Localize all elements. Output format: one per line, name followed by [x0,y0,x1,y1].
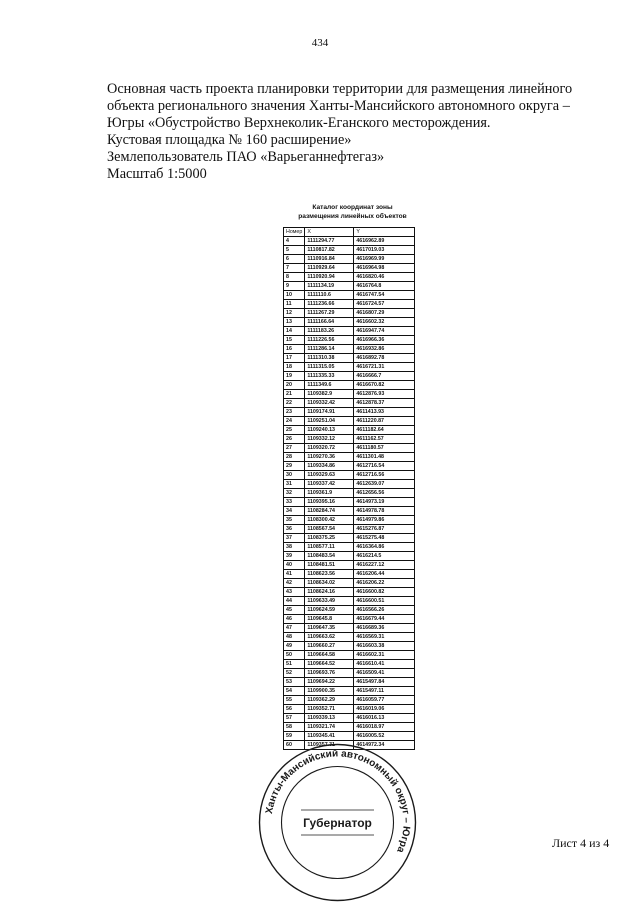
cell-x: 1108375.25 [305,534,354,543]
document-heading [107,81,587,183]
cell-x: 1110916.84 [305,255,354,264]
cell-number: 52 [284,669,305,678]
cell-x: 1109900.35 [305,687,354,696]
cell-y: 4616206.44 [354,570,415,579]
table-row [284,417,415,426]
cell-y: 4616018.97 [354,723,415,732]
heading-line: Масштаб 1:5000 [107,166,207,182]
table-row [284,516,415,525]
cell-y: 4616764.8 [354,282,415,291]
table-row [284,498,415,507]
cell-number: 25 [284,426,305,435]
table-row [284,651,415,660]
cell-number: 56 [284,705,305,714]
table-row [284,246,415,255]
cell-x: 1108481.51 [305,561,354,570]
cell-y: 4616962.89 [354,237,415,246]
table-header-row [284,228,415,237]
official-seal [255,740,420,905]
cell-x: 1109693.76 [305,669,354,678]
heading-line: Югры «Обустройство Верхнеколик-Еганского месторождения. [107,115,491,131]
cell-y: 4617019.03 [354,246,415,255]
cell-x: 1108483.54 [305,552,354,561]
cell-y: 4612639.07 [354,480,415,489]
table-row [284,345,415,354]
table-row [284,264,415,273]
cell-number: 53 [284,678,305,687]
cell-y: 4611162.57 [354,435,415,444]
table-row [284,291,415,300]
table-row [284,714,415,723]
table-row [284,426,415,435]
cell-x: 1108284.74 [305,507,354,516]
cell-y: 4611180.57 [354,444,415,453]
cell-number: 43 [284,588,305,597]
cell-x: 1111315.05 [305,363,354,372]
table-row [284,543,415,552]
cell-y: 4616932.86 [354,345,415,354]
cell-number: 50 [284,651,305,660]
table-row [284,354,415,363]
cell-y: 4616666.7 [354,372,415,381]
cell-y: 4616969.99 [354,255,415,264]
cell-number: 44 [284,597,305,606]
cell-number: 16 [284,345,305,354]
cell-number: 20 [284,381,305,390]
cell-x: 1109320.72 [305,444,354,453]
cell-number: 58 [284,723,305,732]
cell-number: 60 [284,741,305,750]
cell-number: 22 [284,399,305,408]
table-row [284,669,415,678]
cell-x: 1109339.13 [305,714,354,723]
cell-y: 4616059.77 [354,696,415,705]
cell-number: 32 [284,489,305,498]
cell-x: 1108624.16 [305,588,354,597]
cell-y: 4612716.56 [354,471,415,480]
table-row [284,489,415,498]
cell-number: 37 [284,534,305,543]
table-row [284,534,415,543]
table-row [284,696,415,705]
table-row [284,561,415,570]
cell-x: 1109362.29 [305,696,354,705]
table-row [284,444,415,453]
table-row [284,435,415,444]
cell-y: 4614972.34 [354,741,415,750]
table-row [284,318,415,327]
cell-x: 1111286.14 [305,345,354,354]
table-row [284,309,415,318]
table-row [284,471,415,480]
cell-y: 4616610.41 [354,660,415,669]
cell-number: 14 [284,327,305,336]
cell-y: 4616364.86 [354,543,415,552]
cell-x: 1109334.86 [305,462,354,471]
cell-number: 15 [284,336,305,345]
table-row [284,255,415,264]
cell-y: 4611220.87 [354,417,415,426]
table-row [284,723,415,732]
cell-number: 35 [284,516,305,525]
cell-x: 1111310.38 [305,354,354,363]
cell-x: 1110817.82 [305,246,354,255]
cell-number: 7 [284,264,305,273]
cell-number: 42 [284,579,305,588]
table-row [284,372,415,381]
cell-x: 1109270.36 [305,453,354,462]
sheet-label: Лист 4 из 4 [552,836,610,850]
cell-y: 4611182.64 [354,426,415,435]
cell-x: 1109337.42 [305,480,354,489]
cell-y: 4616566.26 [354,606,415,615]
cell-x: 1110920.94 [305,273,354,282]
cell-x: 1111183.26 [305,327,354,336]
cell-y: 4616892.78 [354,354,415,363]
cell-number: 28 [284,453,305,462]
cell-x: 1111236.66 [305,300,354,309]
cell-y: 4616670.82 [354,381,415,390]
table-row [284,615,415,624]
table-row [284,552,415,561]
cell-y: 4612656.56 [354,489,415,498]
table-row [284,273,415,282]
cell-y: 4616005.52 [354,732,415,741]
page-number: 434 [311,37,329,49]
table-row [284,336,415,345]
cell-number: 23 [284,408,305,417]
table-row [284,453,415,462]
table-row [284,633,415,642]
cell-number: 26 [284,435,305,444]
cell-number: 13 [284,318,305,327]
cell-x: 1108623.56 [305,570,354,579]
cell-number: 10 [284,291,305,300]
cell-number: 19 [284,372,305,381]
cell-number: 48 [284,633,305,642]
table-row [284,606,415,615]
cell-x: 1110929.64 [305,264,354,273]
cell-number: 21 [284,390,305,399]
header-y: Y [354,228,415,237]
cell-y: 4616569.31 [354,633,415,642]
cell-x: 1109240.13 [305,426,354,435]
cell-x: 1109663.62 [305,633,354,642]
table-row [284,282,415,291]
cell-number: 11 [284,300,305,309]
table-row [284,570,415,579]
table-row [284,381,415,390]
cell-number: 27 [284,444,305,453]
cell-x: 1109345.41 [305,732,354,741]
cell-x: 1111267.29 [305,309,354,318]
table-row [284,462,415,471]
cell-y: 4616721.31 [354,363,415,372]
cell-x: 1111134.19 [305,282,354,291]
coordinate-table [283,227,415,750]
cell-number: 24 [284,417,305,426]
cell-x: 1109361.9 [305,489,354,498]
cell-y: 4616600.82 [354,588,415,597]
table-row [284,597,415,606]
cell-x: 1111166.64 [305,318,354,327]
cell-x: 1109647.35 [305,624,354,633]
cell-x: 1109382.9 [305,390,354,399]
cell-x: 1108577.11 [305,543,354,552]
cell-number: 46 [284,615,305,624]
cell-number: 30 [284,471,305,480]
cell-y: 4616747.54 [354,291,415,300]
cell-x: 1111294.77 [305,237,354,246]
cell-y: 4616724.57 [354,300,415,309]
cell-x: 1111226.56 [305,336,354,345]
cell-y: 4616019.06 [354,705,415,714]
cell-number: 39 [284,552,305,561]
table-row [284,237,415,246]
cell-x: 1108634.02 [305,579,354,588]
cell-x: 1111110.6 [305,291,354,300]
cell-number: 41 [284,570,305,579]
cell-y: 4616602.32 [354,318,415,327]
cell-y: 4615497.84 [354,678,415,687]
cell-number: 36 [284,525,305,534]
cell-x: 1109395.16 [305,498,354,507]
cell-y: 4612876.93 [354,390,415,399]
catalog-title-line: размещения линейных объектов [298,213,407,220]
heading-line: Основная часть проекта планировки территории для размещения линейного [107,81,573,97]
cell-x: 1109694.22 [305,678,354,687]
cell-y: 4616600.51 [354,597,415,606]
cell-y: 4616206.22 [354,579,415,588]
table-row [284,399,415,408]
table-row [284,525,415,534]
cell-number: 34 [284,507,305,516]
heading-line: объекта регионального значения Ханты-Мансийского автономного округа – [107,98,570,114]
catalog-title [285,203,420,221]
cell-number: 12 [284,309,305,318]
cell-number: 55 [284,696,305,705]
table-row [284,300,415,309]
cell-number: 33 [284,498,305,507]
cell-x: 1109174.91 [305,408,354,417]
heading-line: Кустовая площадка № 160 расширение» [107,132,352,148]
cell-x: 1109329.63 [305,471,354,480]
cell-y: 4616947.74 [354,327,415,336]
cell-number: 18 [284,363,305,372]
table-row [284,327,415,336]
table-row [284,624,415,633]
cell-y: 4616602.31 [354,651,415,660]
cell-y: 4616016.13 [354,714,415,723]
cell-x: 1109251.04 [305,417,354,426]
cell-number: 45 [284,606,305,615]
cell-y: 4616807.29 [354,309,415,318]
table-row [284,705,415,714]
cell-number: 59 [284,732,305,741]
cell-number: 40 [284,561,305,570]
table-row [284,579,415,588]
cell-number: 9 [284,282,305,291]
heading-line: Землепользователь ПАО «Варьеганнефтегаз» [107,149,385,165]
catalog-title-line: Каталог координат зоны [312,204,393,211]
cell-y: 4611301.48 [354,453,415,462]
cell-x: 1109645.8 [305,615,354,624]
seal-ring-text: Ханты-Мансийский автономный округ – Югра [264,748,412,855]
cell-x: 1109633.49 [305,597,354,606]
cell-number: 38 [284,543,305,552]
cell-x: 1109624.59 [305,606,354,615]
table-row [284,363,415,372]
cell-number: 47 [284,624,305,633]
table-row [284,642,415,651]
cell-y: 4616214.5 [354,552,415,561]
cell-number: 5 [284,246,305,255]
table-row [284,507,415,516]
cell-y: 4616509.41 [354,669,415,678]
cell-x: 1109321.74 [305,723,354,732]
cell-y: 4614979.86 [354,516,415,525]
cell-x: 1109357.31 [305,741,354,750]
cell-number: 29 [284,462,305,471]
cell-x: 1109332.12 [305,435,354,444]
cell-y: 4615276.87 [354,525,415,534]
cell-number: 4 [284,237,305,246]
cell-y: 4616820.46 [354,273,415,282]
cell-y: 4616689.36 [354,624,415,633]
cell-y: 4616603.38 [354,642,415,651]
table-row [284,678,415,687]
cell-x: 1109664.58 [305,651,354,660]
cell-number: 17 [284,354,305,363]
cell-y: 4615275.48 [354,534,415,543]
cell-y: 4612878.37 [354,399,415,408]
cell-number: 31 [284,480,305,489]
table-row [284,390,415,399]
cell-number: 6 [284,255,305,264]
cell-y: 4612716.54 [354,462,415,471]
cell-y: 4614973.19 [354,498,415,507]
table-row [284,687,415,696]
cell-x: 1109664.52 [305,660,354,669]
cell-y: 4616964.98 [354,264,415,273]
table-row [284,408,415,417]
header-number: Номер [284,228,305,237]
cell-x: 1111349.6 [305,381,354,390]
table-row [284,660,415,669]
table-row [284,588,415,597]
cell-y: 4615497.11 [354,687,415,696]
cell-x: 1108567.54 [305,525,354,534]
cell-x: 1111335.33 [305,372,354,381]
cell-x: 1108300.42 [305,516,354,525]
cell-y: 4611413.93 [354,408,415,417]
cell-y: 4616679.44 [354,615,415,624]
cell-y: 4616966.36 [354,336,415,345]
cell-y: 4616227.12 [354,561,415,570]
cell-x: 1109352.71 [305,705,354,714]
cell-x: 1109332.42 [305,399,354,408]
cell-x: 1109660.27 [305,642,354,651]
table-row [284,480,415,489]
cell-number: 8 [284,273,305,282]
cell-number: 51 [284,660,305,669]
header-x: X [305,228,354,237]
cell-number: 57 [284,714,305,723]
cell-y: 4614978.78 [354,507,415,516]
cell-number: 49 [284,642,305,651]
seal-center-text: Губернатор [303,816,372,830]
cell-number: 54 [284,687,305,696]
